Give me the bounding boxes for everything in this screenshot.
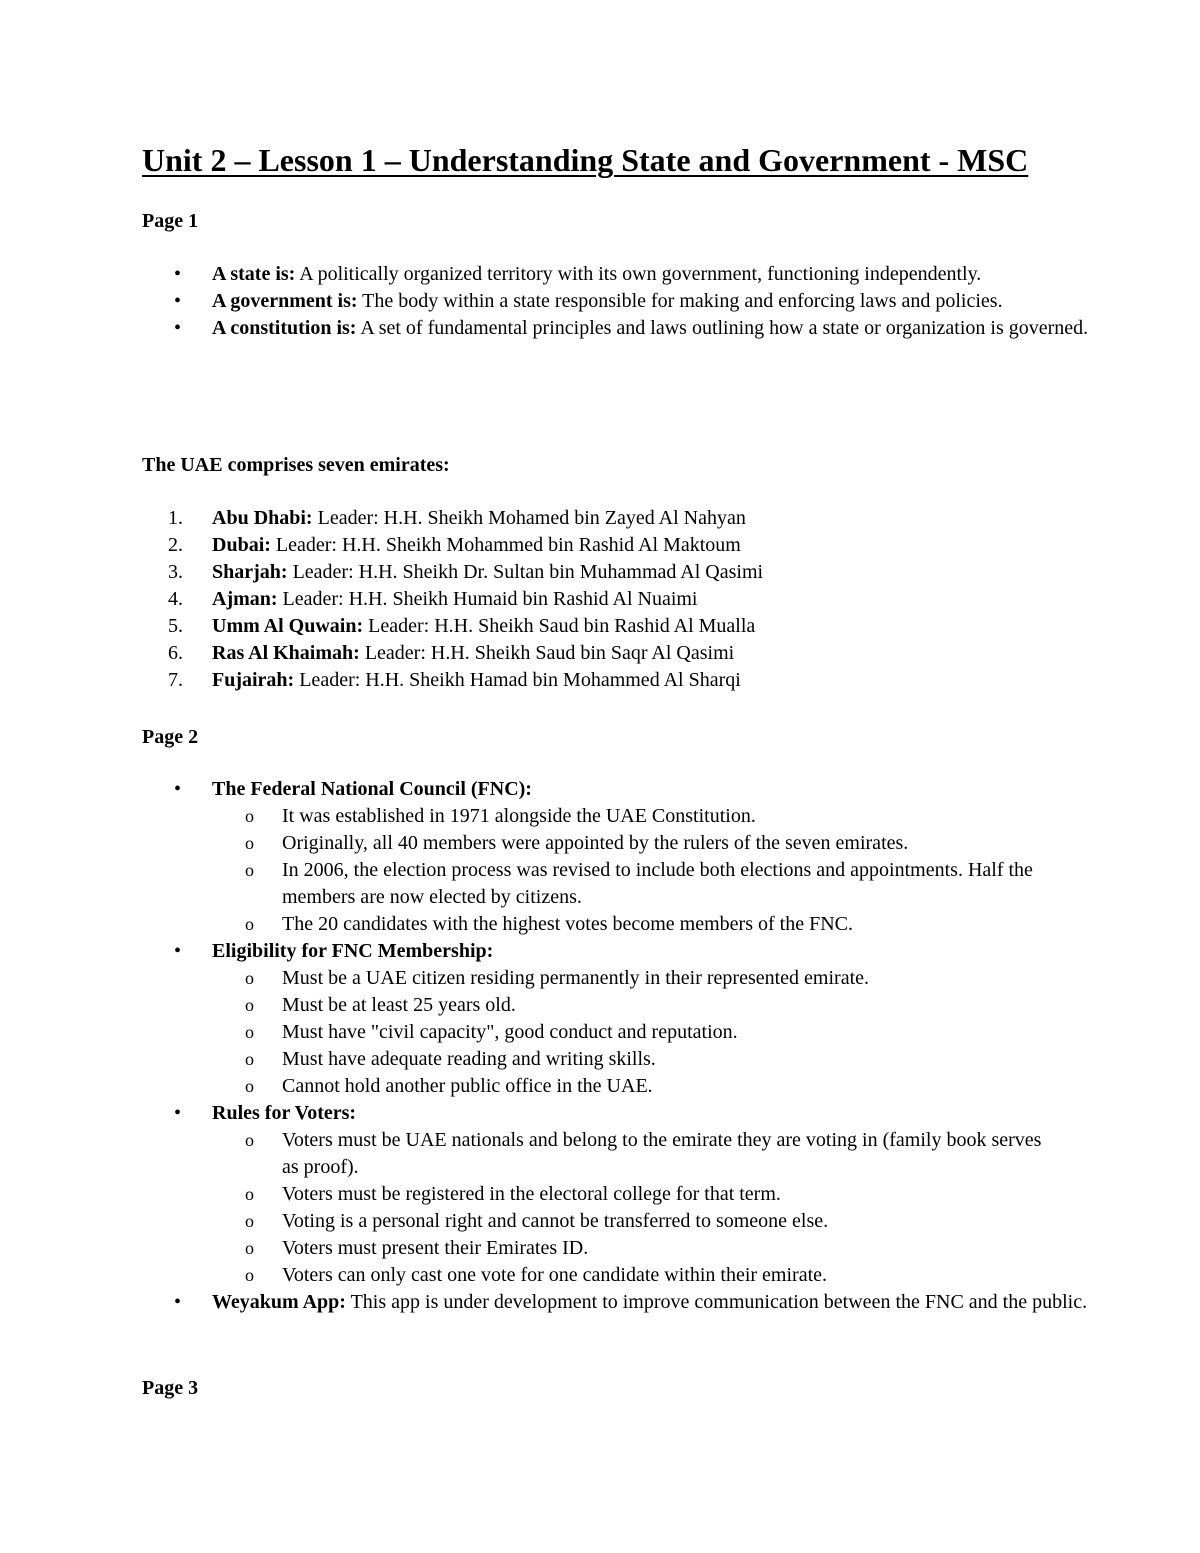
sub-bullet-marker: o — [245, 1130, 254, 1150]
sub-item-text: Voters must be UAE nationals and belong to the emirate they are voting in (family book serves as proof). — [282, 1129, 1042, 1178]
emirate-item — [142, 505, 1132, 532]
emirate-item — [142, 667, 1132, 694]
emirate-leader: Leader: H.H. Sheikh Saud bin Saqr Al Qasimi — [359, 642, 735, 664]
sub-bullet-marker: o — [245, 806, 254, 826]
sub-list-item — [212, 803, 1062, 830]
emirate-name: Sharjah: — [212, 561, 288, 583]
fnc-item — [142, 776, 1132, 938]
definition-term: A constitution is: — [212, 317, 357, 339]
sub-item-text: The 20 candidates with the highest votes become members of the FNC. — [282, 913, 853, 935]
sub-list-item — [212, 1235, 1062, 1262]
emirate-item — [142, 613, 1132, 640]
sub-bullet-marker: o — [245, 995, 254, 1015]
definition-text: A set of fundamental principles and laws outlining how a state or organization is governed. — [356, 317, 1089, 339]
emirate-leader: Leader: H.H. Sheikh Saud bin Rashid Al Mualla — [363, 615, 756, 637]
fnc-term: The Federal National Council (FNC): — [212, 778, 532, 800]
sub-item-text: Voters must be registered in the electoral college for that term. — [282, 1183, 781, 1205]
sub-list-item — [212, 911, 1062, 938]
sub-item-text: Originally, all 40 members were appointed by the rulers of the seven emirates. — [282, 832, 909, 854]
sub-item-text: Voters must present their Emirates ID. — [282, 1237, 589, 1259]
sub-list-item — [212, 1046, 1062, 1073]
emirate-name: Ajman: — [212, 588, 278, 610]
sub-list-item — [212, 857, 1062, 911]
sub-list-item — [212, 965, 1062, 992]
sub-bullet-marker: o — [245, 833, 254, 853]
sub-list-item — [212, 992, 1062, 1019]
list-number: 1. — [168, 507, 183, 529]
eligibility-item — [142, 938, 1132, 1100]
document-title: Unit 2 – Lesson 1 – Understanding State and Government - MSC — [142, 142, 1029, 178]
bullet-marker: • — [174, 317, 182, 339]
app-text: This app is under development to improve communication between the FNC and the public. — [345, 1291, 1088, 1313]
voters-term: Rules for Voters: — [212, 1102, 357, 1124]
definition-text: A politically organized territory with its own government, functioning independently. — [295, 263, 982, 285]
eligibility-term: Eligibility for FNC Membership: — [212, 940, 494, 962]
sub-list-item — [212, 830, 1062, 857]
sub-list-item — [212, 1208, 1062, 1235]
app-term: Weyakum App: — [212, 1291, 346, 1313]
emirate-name: Ras Al Khaimah: — [212, 642, 360, 664]
fnc-sublist — [212, 803, 1132, 938]
list-number: 3. — [168, 561, 183, 583]
definition-text: The body within a state responsible for making and enforcing laws and policies. — [357, 290, 1003, 312]
sub-list-item — [212, 1073, 1062, 1100]
page2-list — [142, 776, 1132, 1316]
sub-list-item — [212, 1127, 1062, 1181]
emirate-leader: Leader: H.H. Sheikh Humaid bin Rashid Al Nuaimi — [277, 588, 698, 610]
emirate-name: Dubai: — [212, 534, 271, 556]
definition-item-constitution — [142, 315, 1132, 342]
emirate-leader: Leader: H.H. Sheikh Mohammed bin Rashid Al Maktoum — [270, 534, 741, 556]
sub-bullet-marker: o — [245, 1076, 254, 1096]
sub-bullet-marker: o — [245, 968, 254, 988]
voters-sublist — [212, 1127, 1132, 1289]
sub-item-text: It was established in 1971 alongside the UAE Constitution. — [282, 805, 756, 827]
definition-term: A state is: — [212, 263, 296, 285]
eligibility-sublist — [212, 965, 1132, 1100]
sub-item-text: Voting is a personal right and cannot be transferred to someone else. — [282, 1210, 829, 1232]
sub-item-text: Must be at least 25 years old. — [282, 994, 516, 1016]
bullet-marker: • — [174, 263, 182, 285]
list-number: 7. — [168, 669, 183, 691]
sub-item-text: Must be a UAE citizen residing permanently in their represented emirate. — [282, 967, 870, 989]
page3-heading: Page 3 — [142, 1377, 199, 1399]
emirates-heading: The UAE comprises seven emirates: — [142, 454, 450, 476]
sub-bullet-marker: o — [245, 1049, 254, 1069]
emirate-name: Umm Al Quwain: — [212, 615, 364, 637]
sub-list-item — [212, 1019, 1062, 1046]
list-number: 2. — [168, 534, 183, 556]
sub-item-text: Voters can only cast one vote for one candidate within their emirate. — [282, 1264, 827, 1286]
page1-heading: Page 1 — [142, 210, 199, 232]
sub-item-text: Must have "civil capacity", good conduct and reputation. — [282, 1021, 738, 1043]
bullet-marker: • — [174, 1291, 182, 1313]
list-number: 6. — [168, 642, 183, 664]
sub-bullet-marker: o — [245, 914, 254, 934]
sub-item-text: Must have adequate reading and writing skills. — [282, 1048, 656, 1070]
emirate-leader: Leader: H.H. Sheikh Dr. Sultan bin Muhammad Al Qasimi — [287, 561, 764, 583]
bullet-marker: • — [174, 940, 182, 962]
list-number: 5. — [168, 615, 183, 637]
sub-item-text: Cannot hold another public office in the UAE. — [282, 1075, 653, 1097]
bullet-marker: • — [174, 290, 182, 312]
sub-bullet-marker: o — [245, 1184, 254, 1204]
emirate-item — [142, 640, 1132, 667]
emirate-name: Fujairah: — [212, 669, 295, 691]
sub-bullet-marker: o — [245, 1022, 254, 1042]
definitions-list — [142, 261, 1132, 342]
emirate-item — [142, 586, 1132, 613]
sub-list-item — [212, 1181, 1062, 1208]
sub-list-item — [212, 1262, 1062, 1289]
definition-item-government — [142, 288, 1132, 315]
app-item — [142, 1289, 1132, 1316]
sub-bullet-marker: o — [245, 1238, 254, 1258]
page2-heading: Page 2 — [142, 726, 199, 748]
emirate-name: Abu Dhabi: — [212, 507, 313, 529]
sub-bullet-marker: o — [245, 1211, 254, 1231]
emirate-item — [142, 532, 1132, 559]
list-number: 4. — [168, 588, 183, 610]
definition-term: A government is: — [212, 290, 358, 312]
voters-item — [142, 1100, 1132, 1289]
emirate-leader: Leader: H.H. Sheikh Hamad bin Mohammed Al Sharqi — [294, 669, 741, 691]
bullet-marker: • — [174, 1102, 182, 1124]
bullet-marker: • — [174, 778, 182, 800]
sub-item-text: In 2006, the election process was revised to include both elections and appointments. Half the members are now elected by citizens. — [282, 859, 1033, 908]
emirates-list — [142, 505, 1132, 694]
definition-item-state — [142, 261, 1132, 288]
emirate-item — [142, 559, 1132, 586]
sub-bullet-marker: o — [245, 860, 254, 880]
sub-bullet-marker: o — [245, 1265, 254, 1285]
emirate-leader: Leader: H.H. Sheikh Mohamed bin Zayed Al Nahyan — [312, 507, 746, 529]
